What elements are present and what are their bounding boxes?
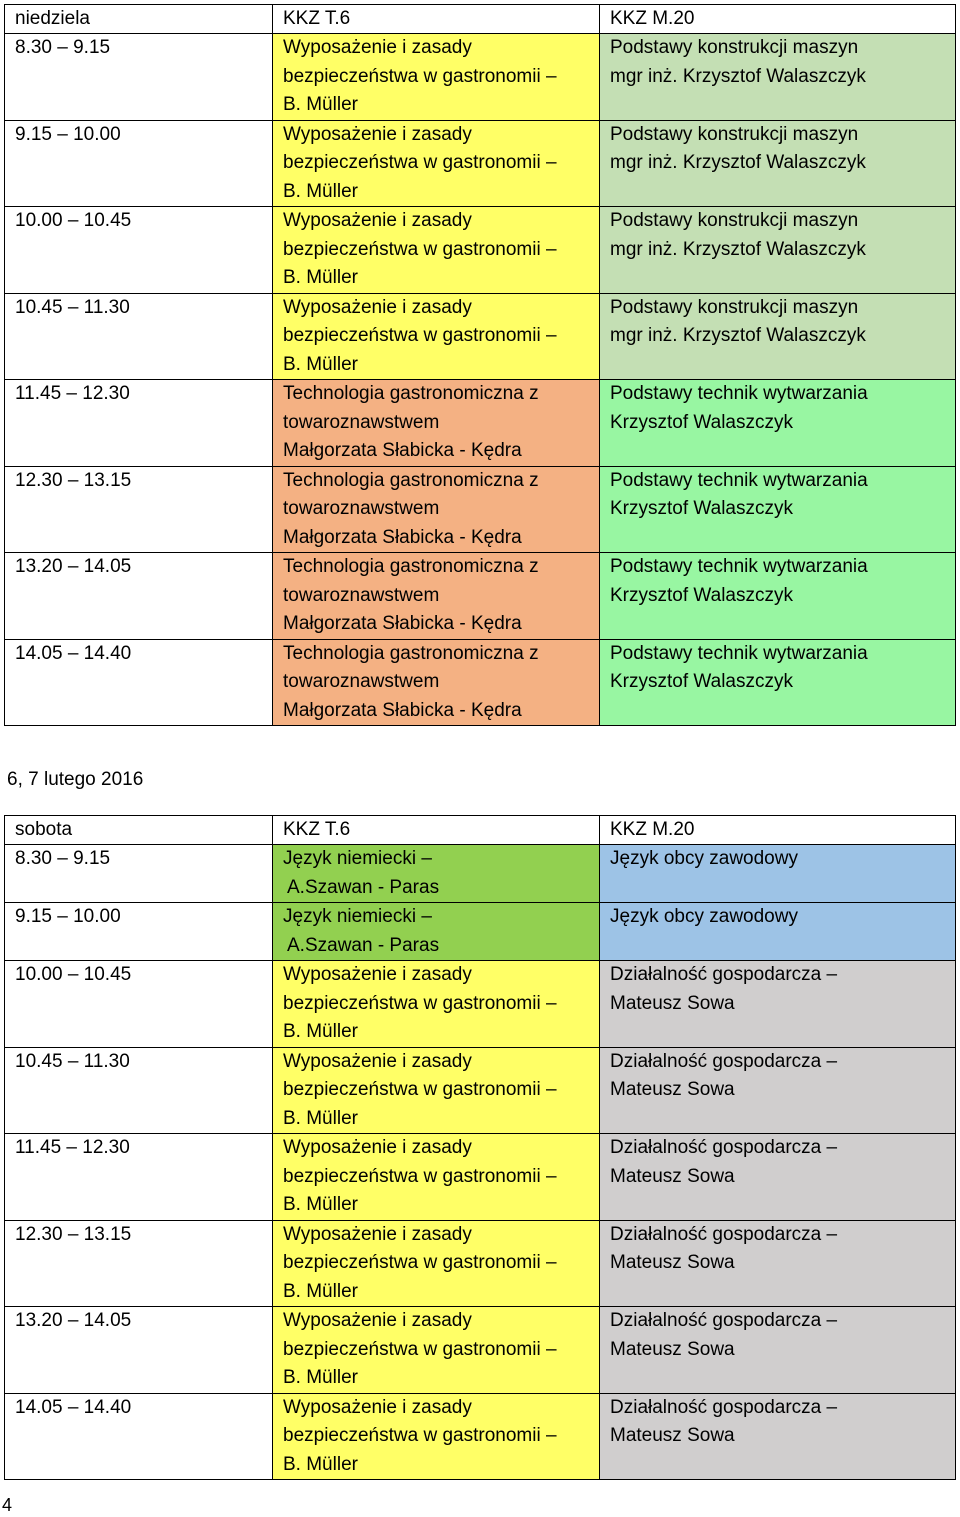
table-row	[5, 845, 956, 903]
table-row	[5, 1393, 956, 1480]
class-cell-t6	[273, 34, 600, 121]
table-row	[5, 380, 956, 467]
class-cell-t6	[273, 553, 600, 640]
teacher-name: Krzysztof Walaszczyk	[610, 584, 793, 606]
subject-line: bezpieczeństwa w gastronomii –	[283, 1338, 557, 1360]
page-number: 4	[2, 1495, 13, 1515]
table-row	[5, 903, 956, 961]
subject-line: Podstawy konstrukcji maszyn	[610, 210, 859, 231]
class-cell-t6	[273, 845, 600, 903]
class-cell-t6	[273, 1307, 600, 1394]
class-cell-m20	[600, 120, 956, 207]
teacher-name: B. Müller	[283, 353, 358, 375]
table-row	[5, 120, 956, 207]
class-cell-m20	[600, 639, 956, 726]
subject-line: Technologia gastronomiczna z	[283, 556, 539, 577]
subject-line: Podstawy konstrukcji maszyn	[610, 123, 859, 145]
subject-line: Wyposażenie i zasady	[283, 1396, 472, 1418]
teacher-name: A.Szawan - Paras	[287, 934, 440, 956]
subject-line: Podstawy konstrukcji maszyn	[610, 296, 859, 318]
time-slot: 8.30 – 9.15	[5, 34, 273, 121]
class-cell-m20	[600, 845, 956, 903]
subject-line: bezpieczeństwa w gastronomii –	[283, 325, 557, 346]
teacher-name: B. Müller	[283, 94, 358, 115]
subject-line: Wyposażenie i zasady	[283, 964, 472, 985]
class-cell-t6	[273, 120, 600, 207]
teacher-name: B. Müller	[283, 1367, 358, 1388]
subject-line: Wyposażenie i zasady	[283, 1137, 472, 1158]
subject-line: Wyposażenie i zasady	[283, 1310, 472, 1331]
table-row	[5, 1134, 956, 1221]
header-class-t6: KKZ T.6	[273, 816, 600, 845]
subject-line: Technologia gastronomiczna z	[283, 469, 539, 491]
teacher-name: Małgorzata Słabicka - Kędra	[283, 440, 522, 461]
class-cell-m20	[600, 1047, 956, 1134]
table-row	[5, 1307, 956, 1394]
teacher-name: B. Müller	[283, 1453, 358, 1475]
header-day: niedziela	[5, 5, 273, 34]
header-class-m20: KKZ M.20	[600, 816, 956, 845]
time-slot: 11.45 – 12.30	[5, 380, 273, 467]
class-cell-t6	[273, 207, 600, 294]
subject-line: Podstawy technik wytwarzania	[610, 556, 868, 577]
subject-line: Podstawy technik wytwarzania	[610, 383, 868, 404]
time-slot: 14.05 – 14.40	[5, 639, 273, 726]
subject-line: Wyposażenie i zasady	[283, 37, 472, 58]
teacher-name: mgr inż. Krzysztof Walaszczyk	[610, 65, 866, 87]
time-slot: 12.30 – 13.15	[5, 1220, 273, 1307]
table-row	[5, 961, 956, 1048]
table-row	[5, 639, 956, 726]
subject-line: Język obcy zawodowy	[610, 848, 798, 869]
subject-line: bezpieczeństwa w gastronomii –	[283, 238, 557, 260]
table-row	[5, 293, 956, 380]
subject-line: bezpieczeństwa w gastronomii –	[283, 152, 557, 173]
class-cell-m20	[600, 1393, 956, 1480]
subject-line: Działalność gospodarcza –	[610, 1050, 838, 1072]
teacher-name: Mateusz Sowa	[610, 1079, 735, 1100]
teacher-name: Mateusz Sowa	[610, 1252, 735, 1273]
class-cell-t6	[273, 1134, 600, 1221]
subject-line: Wyposażenie i zasady	[283, 123, 472, 145]
teacher-name: mgr inż. Krzysztof Walaszczyk	[610, 325, 866, 346]
subject-line: Działalność gospodarcza –	[610, 1137, 838, 1158]
subject-line: Działalność gospodarcza –	[610, 1396, 838, 1418]
class-cell-t6	[273, 293, 600, 380]
class-cell-m20	[600, 1134, 956, 1221]
subject-line: Język niemiecki –	[283, 906, 432, 927]
time-slot: 13.20 – 14.05	[5, 1307, 273, 1394]
class-cell-m20	[600, 34, 956, 121]
table-row	[5, 1220, 956, 1307]
subject-line: Wyposażenie i zasady	[283, 1050, 472, 1072]
class-cell-m20	[600, 553, 956, 640]
class-cell-t6	[273, 903, 600, 961]
time-slot: 9.15 – 10.00	[5, 120, 273, 207]
time-slot: 10.00 – 10.45	[5, 207, 273, 294]
subject-line: towaroznawstwem	[283, 584, 440, 606]
teacher-name: B. Müller	[283, 267, 358, 288]
teacher-name: Mateusz Sowa	[610, 1425, 735, 1446]
teacher-name: mgr inż. Krzysztof Walaszczyk	[610, 152, 866, 173]
header-class-t6: KKZ T.6	[273, 5, 600, 34]
class-cell-m20	[600, 1307, 956, 1394]
time-slot: 11.45 – 12.30	[5, 1134, 273, 1221]
teacher-name: Mateusz Sowa	[610, 1165, 735, 1187]
teacher-name: Mateusz Sowa	[610, 1338, 735, 1360]
teacher-name: Mateusz Sowa	[610, 992, 735, 1014]
header-class-m20: KKZ M.20	[600, 5, 956, 34]
teacher-name: Krzysztof Walaszczyk	[610, 671, 793, 692]
teacher-name: Krzysztof Walaszczyk	[610, 411, 793, 433]
schedule-table-sunday	[4, 4, 956, 726]
teacher-name: B. Müller	[283, 1280, 358, 1302]
header-day: sobota	[5, 816, 273, 845]
teacher-name: Małgorzata Słabicka - Kędra	[283, 699, 522, 721]
subject-line: bezpieczeństwa w gastronomii –	[283, 1079, 557, 1100]
teacher-name: A.Szawan - Paras	[287, 876, 440, 898]
table-row	[5, 1047, 956, 1134]
subject-line: bezpieczeństwa w gastronomii –	[283, 1425, 557, 1446]
class-cell-t6	[273, 1047, 600, 1134]
time-slot: 14.05 – 14.40	[5, 1393, 273, 1480]
class-cell-t6	[273, 1393, 600, 1480]
teacher-name: B. Müller	[283, 180, 358, 202]
subject-line: Wyposażenie i zasady	[283, 296, 472, 318]
teacher-name: B. Müller	[283, 1021, 358, 1042]
time-slot: 10.00 – 10.45	[5, 961, 273, 1048]
teacher-name: Krzysztof Walaszczyk	[610, 498, 793, 519]
table-row	[5, 34, 956, 121]
class-cell-t6	[273, 961, 600, 1048]
subject-line: bezpieczeństwa w gastronomii –	[283, 65, 557, 87]
class-cell-m20	[600, 207, 956, 294]
table-header-row	[5, 5, 956, 34]
subject-line: Podstawy konstrukcji maszyn	[610, 37, 859, 58]
time-slot: 10.45 – 11.30	[5, 293, 273, 380]
subject-line: Język obcy zawodowy	[610, 906, 798, 927]
subject-line: Podstawy technik wytwarzania	[610, 642, 868, 664]
class-cell-t6	[273, 1220, 600, 1307]
time-slot: 8.30 – 9.15	[5, 845, 273, 903]
teacher-name: Małgorzata Słabicka - Kędra	[283, 526, 522, 548]
teacher-name: mgr inż. Krzysztof Walaszczyk	[610, 238, 866, 260]
class-cell-m20	[600, 466, 956, 553]
teacher-name: B. Müller	[283, 1107, 358, 1129]
schedule-table-saturday	[4, 815, 956, 1480]
class-cell-m20	[600, 380, 956, 467]
subject-line: Działalność gospodarcza –	[610, 964, 838, 985]
class-cell-m20	[600, 961, 956, 1048]
subject-line: bezpieczeństwa w gastronomii –	[283, 1252, 557, 1273]
table-row	[5, 553, 956, 640]
table-row	[5, 207, 956, 294]
subject-line: Podstawy technik wytwarzania	[610, 469, 868, 491]
subject-line: Działalność gospodarcza –	[610, 1310, 838, 1331]
subject-line: towaroznawstwem	[283, 411, 440, 433]
class-cell-m20	[600, 1220, 956, 1307]
subject-line: bezpieczeństwa w gastronomii –	[283, 992, 557, 1014]
time-slot: 12.30 – 13.15	[5, 466, 273, 553]
subject-line: Wyposażenie i zasady	[283, 210, 472, 231]
class-cell-m20	[600, 903, 956, 961]
time-slot: 9.15 – 10.00	[5, 903, 273, 961]
date-caption: 6, 7 lutego 2016	[7, 769, 144, 790]
subject-line: Technologia gastronomiczna z	[283, 642, 539, 664]
class-cell-t6	[273, 380, 600, 467]
subject-line: bezpieczeństwa w gastronomii –	[283, 1165, 557, 1187]
teacher-name: B. Müller	[283, 1194, 358, 1215]
time-slot: 10.45 – 11.30	[5, 1047, 273, 1134]
subject-line: Wyposażenie i zasady	[283, 1223, 472, 1245]
class-cell-m20	[600, 293, 956, 380]
class-cell-t6	[273, 639, 600, 726]
subject-line: towaroznawstwem	[283, 671, 440, 692]
subject-line: Technologia gastronomiczna z	[283, 383, 539, 404]
time-slot: 13.20 – 14.05	[5, 553, 273, 640]
table-row	[5, 466, 956, 553]
teacher-name: Małgorzata Słabicka - Kędra	[283, 613, 522, 634]
subject-line: Działalność gospodarcza –	[610, 1223, 838, 1245]
class-cell-t6	[273, 466, 600, 553]
table-header-row	[5, 816, 956, 845]
subject-line: Język niemiecki –	[283, 848, 432, 869]
subject-line: towaroznawstwem	[283, 498, 440, 519]
